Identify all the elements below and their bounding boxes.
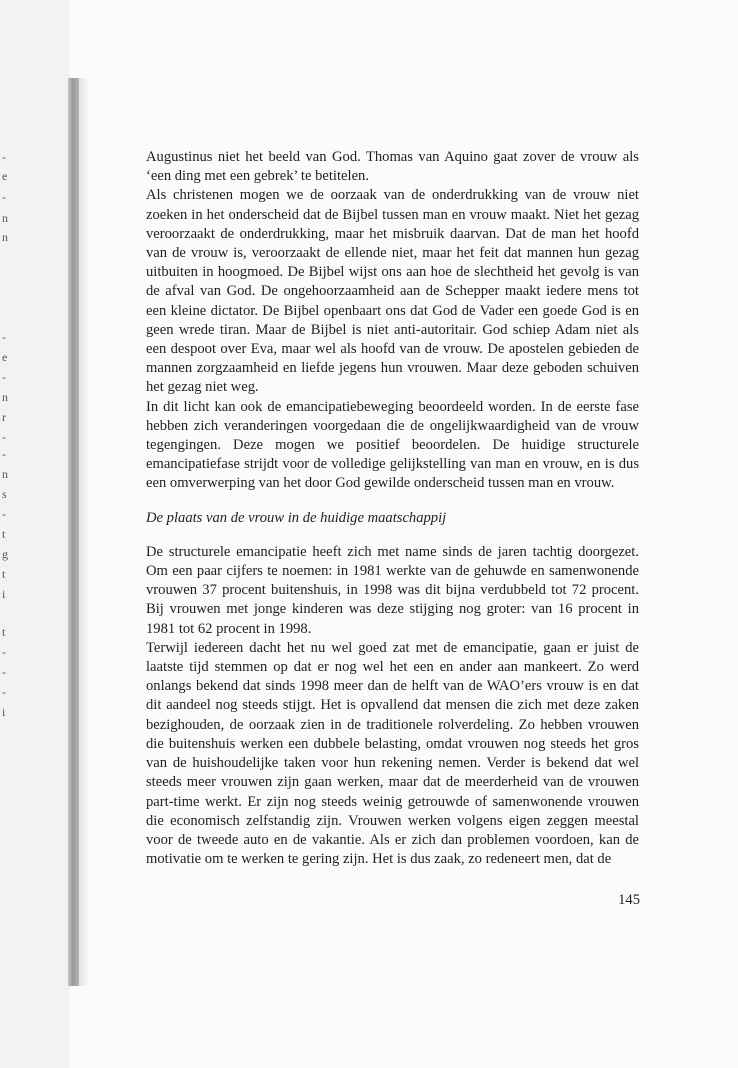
paragraph: In dit licht kan ook de emancipatiebeweging beoordeeld worden. In de eerste fase hebben zich veranderingen voorgedaan die de ongelijkwaardigheid van de vrouw tegengingen. Deze mogen we positief beoordelen. De huidige structurele emancipatiefase strijdt voor de volledige gelijkstelling van man en vrouw, en is dus een omverwerping van het door God gewilde onderscheid tussen man en vrouw.	[146, 398, 639, 492]
edge-mark: i	[2, 705, 6, 719]
gutter-shadow	[79, 78, 89, 986]
edge-mark: -	[2, 665, 6, 679]
edge-mark: n	[2, 230, 8, 244]
edge-mark: n	[2, 467, 8, 481]
edge-mark: -	[2, 507, 6, 521]
edge-mark: i	[2, 587, 6, 601]
edge-mark: e	[2, 169, 8, 183]
edge-mark: t	[2, 625, 6, 639]
book-gutter	[68, 78, 79, 986]
facing-page-edge	[0, 0, 70, 1068]
body-text	[146, 148, 639, 869]
edge-mark: g	[2, 547, 8, 561]
page-number: 145	[618, 892, 640, 908]
section-heading: De plaats van de vrouw in de huidige maatschappij	[146, 509, 447, 526]
paragraph: De structurele emancipatie heeft zich met name sinds de jaren tachtig doorgezet. Om een paar cijfers te noemen: in 1981 werkte van de gehuwde en samenwonende vrouwen 37 procent buitenshuis, in 1998 was dit bijna verdubbeld tot 72 procent. Bij vrouwen met jonge kinderen was deze stijging nog groter: van 16 procent in 1981 tot 62 procent in 1998.	[146, 543, 639, 637]
edge-mark: -	[2, 330, 6, 344]
edge-mark: s	[2, 487, 7, 501]
edge-mark: t	[2, 527, 6, 541]
edge-mark: -	[2, 430, 6, 444]
edge-mark: -	[2, 645, 6, 659]
edge-mark: -	[2, 370, 6, 384]
edge-mark: r	[2, 410, 6, 424]
edge-mark: e	[2, 350, 8, 364]
paragraph: Augustinus niet het beeld van God. Thomas van Aquino gaat zover de vrouw als ‘een ding met een gebrek’ te betitelen.	[146, 149, 639, 185]
edge-mark: n	[2, 211, 8, 225]
edge-mark: n	[2, 390, 8, 404]
edge-mark: -	[2, 150, 6, 164]
paragraph: Terwijl iedereen dacht het nu wel goed zat met de emancipatie, gaan er juist de laatste tijd stemmen op dat er nog wel het een en ander aan mankeert. Zo werd onlangs bekend dat sinds 1998 meer dan de helft van de WAO’ers vrouw is en dat dit aandeel nog steeds stijgt. Het is opvallend dat mensen die zich met deze zaken bezighouden, de oorzaak zien in de traditionele rolverdeling. Zo hebben vrouwen die buitenshuis werken een dubbele belasting, omdat vrouwen nog steeds het gros van de huishoudelijke taken voor hun rekening nemen. Verder is bekend dat wel steeds meer vrouwen zijn gaan werken, maar dat de meerderheid van de vrouwen part-time werkt. Er zijn nog steeds weinig getrouwde of samenwonende vrouwen die economisch zelfstandig zijn. Vrouwen werken volgens eigen zeggen meestal voor de tweede auto en de vakantie. Als er zich dan problemen voordoen, kan de motivatie om te werken te gering zijn. Het is dus zaak, zo redeneert men, dat de	[146, 639, 639, 868]
paragraph: Als christenen mogen we de oorzaak van de onderdrukking van de vrouw niet zoeken in het onderscheid dat de Bijbel tussen man en vrouw maakt. Niet het gezag veroorzaakt de onderdrukking, maar het misbruik daarvan. Dat de man het hoofd van de vrouw is, veroorzaakt de ellende niet, maar het feit dat mannen hun gezag uitbuiten in hoogmoed. De Bijbel wijst ons aan hoe de slechtheid het gevolg is van de afval van God. De ongehoorzaamheid aan de Schepper maakt iedere mens tot een kleine dictator. De Bijbel openbaart ons dat God de Vader een goede God is en geen wrede tiran. Maar de Bijbel is niet anti-autoritair. God schiep Adam niet als een despoot over Eva, maar wel als hoofd van de vrouw. De apostelen gebieden de mannen zorgzaamheid en liefde jegens hun vrouwen. Maar deze geboden schuiven het gezag niet weg.	[146, 187, 639, 396]
edge-mark: -	[2, 685, 6, 699]
edge-mark: -	[2, 447, 6, 461]
edge-mark: t	[2, 567, 6, 581]
edge-mark: -	[2, 190, 6, 204]
